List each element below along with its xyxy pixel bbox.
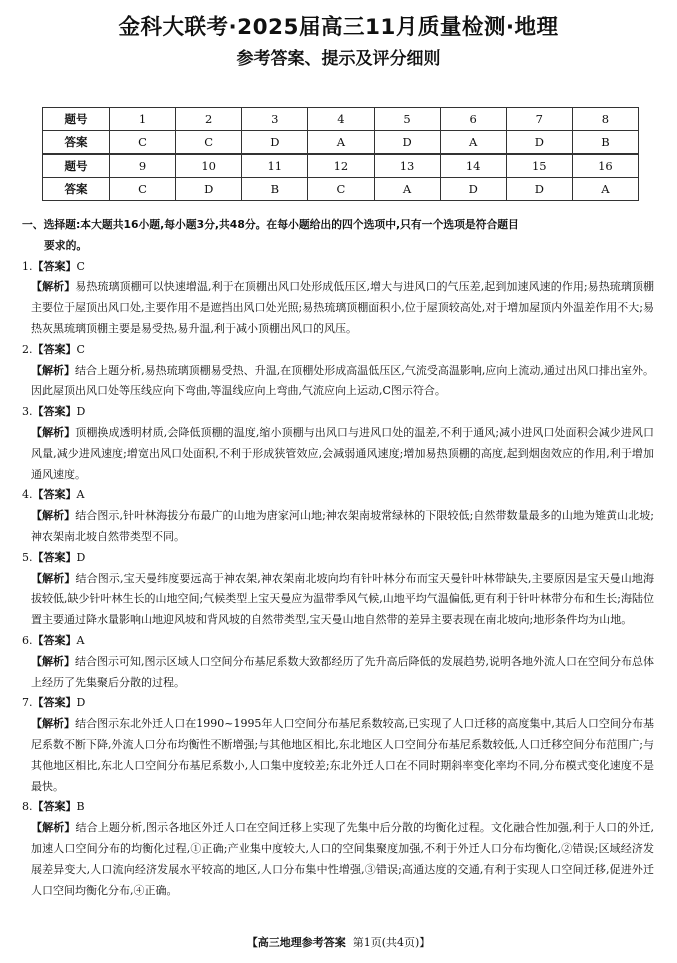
- question-number-cell: 16: [572, 154, 638, 178]
- question-number: 7.: [22, 696, 33, 710]
- explanation-label: 【解析】: [31, 425, 76, 439]
- answer-value: D: [76, 550, 86, 564]
- explanation-text: 结合图示东北外迁人口在1990~1995年人口空间分布基尼系数较高,已实现了人口迁移的高度集中,其后人口空间分布基尼系数不断下降,外流人口分布均衡性不断增强;与其他地区相比,东北地区人口空间分布基尼系数较低,人口迁移空间分布范围广;与其他地区相比,东北人口空间分布基尼系数小,人口集中度较差;东北外迁人口在不同时期斜率变化率均不同,分布模式变化速度不是最快。: [31, 717, 654, 793]
- question-number-cell: 13: [374, 154, 440, 178]
- page-title: 金科大联考·2025届高三11月质量检测·地理: [118, 15, 559, 40]
- explanation-label: 【解析】: [31, 280, 76, 294]
- answer-value: B: [76, 800, 85, 814]
- question-explanation: [22, 423, 654, 485]
- answer-label: 【答案】: [32, 259, 77, 273]
- answer-cell: A: [374, 178, 440, 201]
- question-number: 6.: [22, 633, 33, 647]
- answer-cell: D: [374, 131, 440, 155]
- answer-label: 【答案】: [32, 550, 77, 564]
- answer-label: 【答案】: [32, 342, 77, 356]
- question-explanation: [22, 277, 654, 339]
- question-number: 4.: [22, 488, 33, 502]
- question-explanation: [22, 569, 654, 631]
- page-footer: [0, 934, 677, 950]
- question-explanation: [22, 506, 654, 548]
- answer-value: D: [76, 405, 86, 419]
- question-number-cell: 7: [506, 108, 572, 131]
- question-number: 1.: [22, 259, 33, 273]
- question-answer: [22, 631, 654, 652]
- question-answer: [22, 485, 654, 506]
- explanation-text: 结合图示,宝天曼纬度要远高于神农架,神农架南北坡向均有针叶林分布而宝天曼针叶林带缺失,主要原因是宝天曼山地海拔较低,缺少针叶林生长的山地空间;气候类型上宝天曼应为温带季风气候,山地平均气温偏低,更有利于针叶林带分布和生长;海陆位置主要通过降水量影响山地迎风坡和背风坡的自然带类型,宝天曼山地自然带的差异主要表现在南北坡向;地形条件均为山地。: [31, 571, 654, 627]
- answer-value: A: [76, 488, 85, 502]
- explanation-text: 结合图示,针叶林海拔分布最广的山地为唐家河山地;神农架南坡常绿林的下限较低;自然带数量最多的山地为雉黄山北坡;神农架南北坡自然带类型不同。: [31, 509, 654, 543]
- question-explanation: [22, 818, 654, 901]
- answer-cell: D: [506, 131, 572, 155]
- answer-label: 【答案】: [32, 633, 77, 647]
- answer-cell: C: [110, 131, 176, 155]
- explanation-label: 【解析】: [31, 654, 75, 668]
- row-label-number: 题号: [43, 108, 110, 131]
- table-row-numbers-1: [43, 108, 639, 131]
- explanation-label: 【解析】: [31, 821, 76, 835]
- question-number: 3.: [22, 405, 33, 419]
- explanation-label: 【解析】: [31, 509, 76, 523]
- question-number-cell: 8: [572, 108, 638, 131]
- answer-cell: B: [572, 131, 638, 155]
- question-number-cell: 12: [308, 154, 374, 178]
- explanation-text: 结合上题分析,图示各地区外迁人口在空间迁移上实现了先集中后分散的均衡化过程。文化融合性加强,利于人口的外迁,加速人口空间分布的均衡化过程,①正确;产业集中度较大,人口的空间集聚度加强,不利于外迁人口分布均衡化,②错误;区域经济发展差异变大,人口流向经济发展水平较高的地区,人口分布集中性增强,③错误;高通达度的交通,有利于实现人口空间迁移,促进外迁人口空间均衡化分布,④正确。: [31, 821, 654, 897]
- table-row-answers-2: [43, 178, 639, 201]
- row-label-number: 题号: [43, 154, 110, 178]
- answer-label: 【答案】: [32, 696, 77, 710]
- question-number-cell: 4: [308, 108, 374, 131]
- question-number: 2.: [22, 342, 33, 356]
- question-answer: [22, 257, 654, 278]
- question-number-cell: 1: [110, 108, 176, 131]
- table-row-answers-1: [43, 131, 639, 155]
- answer-cell: B: [242, 178, 308, 201]
- question-number-cell: 5: [374, 108, 440, 131]
- answer-cell: D: [506, 178, 572, 201]
- answer-value: C: [76, 259, 85, 273]
- answer-cell: A: [308, 131, 374, 155]
- question-answer: [22, 340, 654, 361]
- footer-label: 【高三地理参考答案: [246, 936, 346, 949]
- answer-cell: C: [308, 178, 374, 201]
- question-number-cell: 6: [440, 108, 506, 131]
- answer-cell: D: [440, 178, 506, 201]
- question-explanation: [22, 652, 654, 694]
- answer-cell: C: [110, 178, 176, 201]
- footer-page-number: 第1页(共4页)】: [352, 936, 431, 949]
- table-row-numbers-2: [43, 154, 639, 178]
- question-number-cell: 10: [176, 154, 242, 178]
- answer-key-table: [42, 107, 639, 201]
- answer-label: 【答案】: [32, 405, 77, 419]
- answer-value: A: [76, 633, 85, 647]
- answer-value: C: [76, 342, 85, 356]
- answer-cell: D: [242, 131, 308, 155]
- question-number-cell: 14: [440, 154, 506, 178]
- answer-cell: D: [176, 178, 242, 201]
- section-heading-continued: 要求的。: [44, 238, 88, 252]
- answer-label: 【答案】: [32, 800, 77, 814]
- answer-label: 【答案】: [32, 488, 77, 502]
- explanation-text: 结合图示可知,图示区域人口空间分布基尼系数大致都经历了先升高后降低的发展趋势,说明各地外流人口在空间分布总体上经历了先集聚后分散的过程。: [31, 654, 654, 689]
- row-label-answer: 答案: [43, 178, 110, 201]
- question-explanation: [22, 361, 654, 403]
- question-number: 5.: [22, 550, 33, 564]
- answer-cell: A: [572, 178, 638, 201]
- question-answer: [22, 402, 654, 423]
- explanation-text: 顶棚换成透明材质,会降低顶棚的温度,缩小顶棚与出风口与进风口处的温差,不利于通风;减小进风口处面积会减少进风口风量,减少进风速度;增宽出风口处面积,不利于形成狭管效应,会减弱通风速度;增加易热顶棚的高度,起到烟囱效应的作用,利于增加通风速度。: [31, 425, 654, 481]
- page-subtitle: 参考答案、提示及评分细则: [236, 49, 441, 69]
- question-answer: [22, 548, 654, 569]
- question-number-cell: 15: [506, 154, 572, 178]
- answer-cell: C: [176, 131, 242, 155]
- question-number-cell: 9: [110, 154, 176, 178]
- explanation-text: 易热琉璃顶棚可以快速增温,利于在顶棚出风口处形成低压区,增大与进风口的气压差,起到加速风速的作用;易热琉璃顶棚主要位于屋顶出风口处,主要作用不是遮挡出风口处光照;易热琉璃顶棚面积小,位于屋顶较高处,对于增加屋顶内外温差作用不大;易热灰黑琉璃顶棚主要是易受热,易升温,利于减小顶棚出风口的风压。: [31, 280, 654, 335]
- answer-cell: A: [440, 131, 506, 155]
- question-number-cell: 3: [242, 108, 308, 131]
- row-label-answer: 答案: [43, 131, 110, 155]
- explanation-label: 【解析】: [31, 717, 76, 731]
- section-heading: 一、选择题:本大题共16小题,每小题3分,共48分。在每小题给出的四个选项中,只有一个选项是符合题目: [22, 218, 519, 231]
- explanation-label: 【解析】: [31, 363, 76, 377]
- question-answer: [22, 693, 654, 714]
- question-number-cell: 11: [242, 154, 308, 178]
- question-answer: [22, 797, 654, 818]
- explanation-label: 【解析】: [31, 571, 76, 585]
- explanation-text: 结合上题分析,易热琉璃顶棚易受热、升温,在顶棚处形成高温低压区,气流受高温影响,应向上流动,通过出风口排出室外。因此屋顶出风口处等压线应向下弯曲,等温线应向上弯曲,气流应向上运动,C图示符合。: [31, 363, 655, 398]
- explanations-body: [22, 215, 654, 901]
- question-number: 8.: [22, 800, 33, 814]
- question-number-cell: 2: [176, 108, 242, 131]
- answer-value: D: [76, 696, 86, 710]
- question-explanation: [22, 714, 654, 797]
